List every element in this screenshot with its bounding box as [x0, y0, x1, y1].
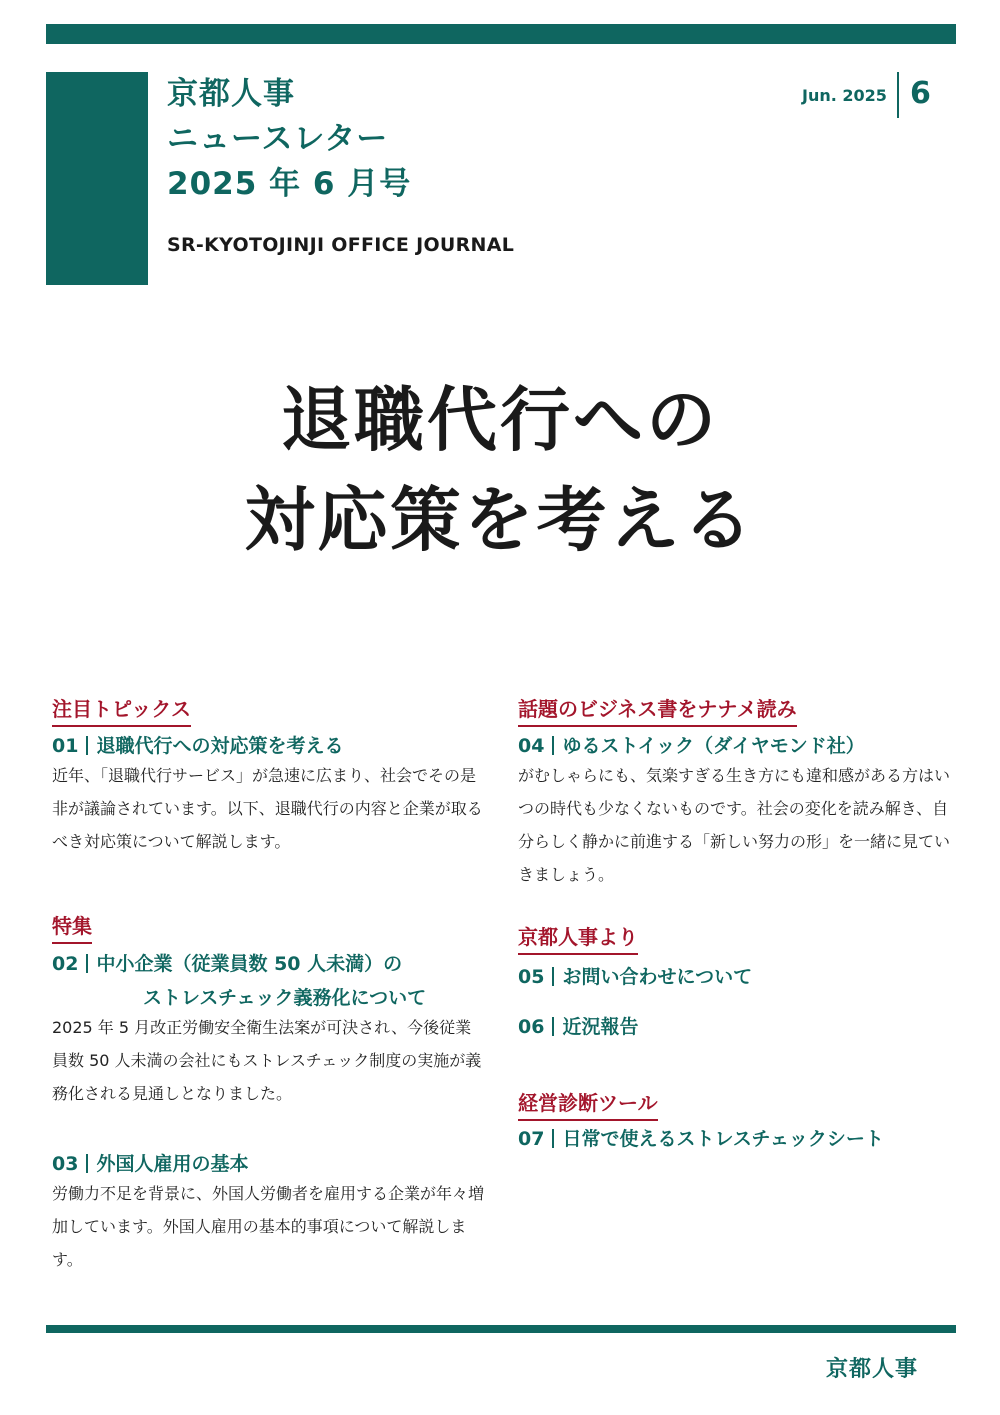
item-number: 07 [518, 1128, 545, 1150]
item-title-text: 外国人雇用の基本 [96, 1153, 249, 1175]
headline [0, 370, 1000, 570]
item-02-title-line2[interactable]: ストレスチェック義務化について [143, 987, 427, 1009]
item-07-title[interactable] [518, 1124, 884, 1151]
item-number: 01 [52, 735, 79, 757]
top-rule [46, 24, 956, 44]
item-title-text: 近況報告 [562, 1016, 639, 1038]
issue-number: 6 [910, 76, 931, 111]
masthead-title-line: 2025 年 6 月号 [167, 166, 412, 202]
issue-date: Jun. 2025 [802, 86, 887, 105]
item-06-title[interactable] [518, 1012, 638, 1039]
headline-line: 退職代行への [281, 379, 719, 461]
item-number: 03 [52, 1153, 79, 1175]
item-separator [552, 736, 554, 755]
footer-brand: 京都人事 [826, 1357, 919, 1382]
section-label-topics: 注目トピックス [52, 693, 191, 727]
journal-name: SR-KYOTOJINJI OFFICE JOURNAL [167, 234, 515, 256]
item-title-text: 退職代行への対応策を考える [96, 735, 344, 757]
headline-line: 対応策を考える [244, 479, 756, 561]
section-label-books: 話題のビジネス書をナナメ読み [518, 693, 797, 727]
item-title-text: ゆるストイック（ダイヤモンド社） [562, 735, 865, 757]
item-01-body: 近年、「退職代行サービス」が急速に広まり、社会でその是非が議論されています。以下、退職代行の内容と企業が取るべき対応策について解説します。 [52, 766, 483, 851]
masthead-title [167, 72, 411, 207]
masthead-title-line: 京都人事 [167, 76, 295, 112]
masthead-title-line: ニュースレター [167, 121, 389, 157]
item-02-body: 2025 年 5 月改正労働安全衛生法案が可決され、今後従業員数 50 人未満の会社にもストレスチェック制度の実施が義務化される見通しとなりました。 [52, 1018, 482, 1103]
item-separator [552, 1017, 554, 1036]
item-04-title[interactable] [518, 731, 865, 758]
item-04-body: がむしゃらにも、気楽すぎる生き方にも違和感がある方はいつの時代も少なくないものです。社会の変化を読み解き、自分らしく静かに前進する「新しい努力の形」を一緒に見ていきましょう。 [518, 766, 951, 884]
item-separator [552, 1129, 554, 1148]
section-label-feature: 特集 [52, 910, 92, 944]
section-label-from-us: 京都人事より [518, 921, 638, 955]
item-separator [86, 954, 88, 973]
item-number: 06 [518, 1016, 545, 1038]
issue-divider [897, 72, 899, 118]
item-separator [86, 736, 88, 755]
item-number: 05 [518, 966, 545, 988]
item-03-body: 労働力不足を背景に、外国人労働者を雇用する企業が年々増加しています。外国人雇用の基本的事項について解説します。 [52, 1184, 485, 1269]
item-separator [86, 1154, 88, 1173]
item-separator [552, 967, 554, 986]
item-02-title[interactable] [52, 949, 402, 976]
item-title-text: 中小企業（従業員数 50 人未満）の [96, 953, 403, 975]
item-01-title[interactable] [52, 731, 343, 758]
item-title-text: 日常で使えるストレスチェックシート [562, 1128, 884, 1150]
item-05-title[interactable] [518, 962, 752, 989]
item-number: 04 [518, 735, 545, 757]
masthead-block [46, 72, 148, 285]
section-label-tool: 経営診断ツール [518, 1087, 658, 1121]
item-title-text: お問い合わせについて [562, 966, 753, 988]
item-03-title[interactable] [52, 1149, 248, 1176]
item-number: 02 [52, 953, 79, 975]
bottom-rule [46, 1325, 956, 1333]
